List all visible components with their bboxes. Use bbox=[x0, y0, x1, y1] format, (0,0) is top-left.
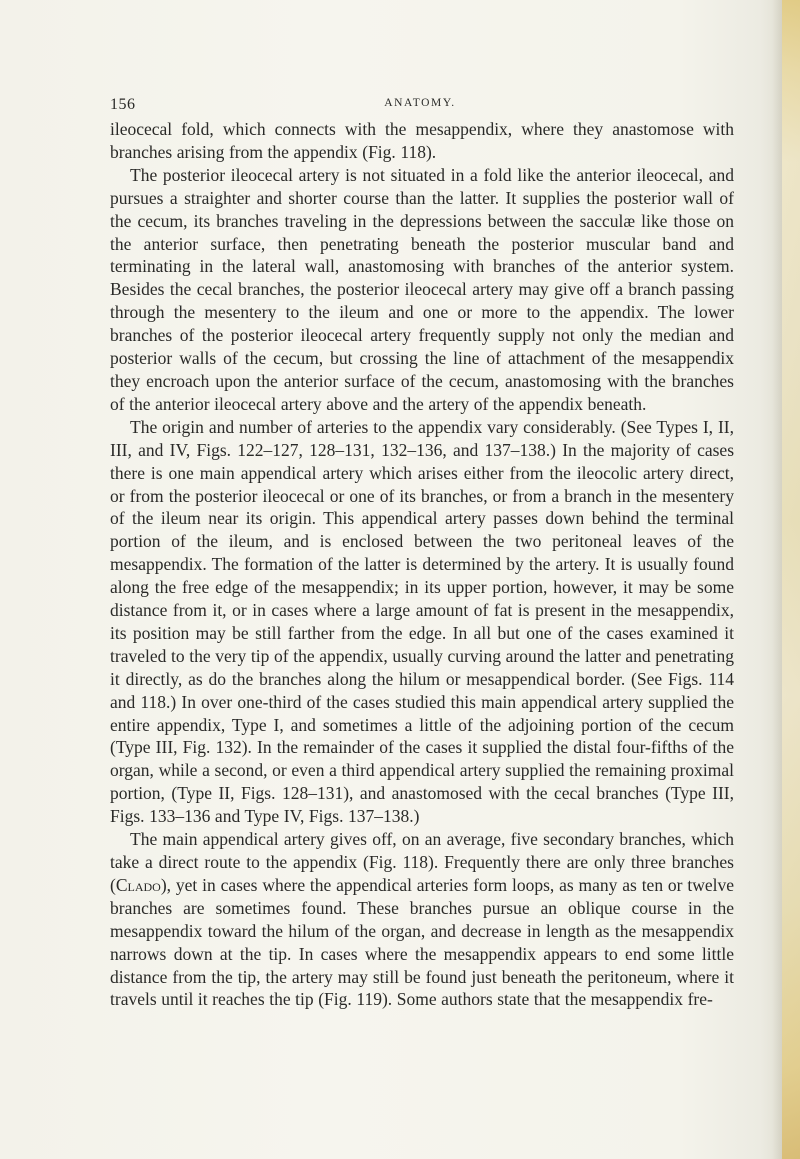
page-edge-stain bbox=[782, 0, 800, 1159]
paragraph-3: The origin and number of arteries to the appendix vary considerably. (See Types I, II, III, and IV, Figs. 122–127, 128–131, 132–136, and 137–138.) In the majority of cases there is one main appendical artery which arises either from the ileocolic artery direct, or from the posterior ileocecal or one of its branches, or from a branch in the mesentery of the ileum near its origin. This appendical artery passes down behind the terminal portion of the ileum, and is enclosed between the two peritoneal leaves of the mesappendix. The formation of the latter is determined by the artery. It is usually found along the free edge of the mesappendix; in its upper portion, however, it may be some distance from it, or in cases where a large amount of fat is present in the mesappendix, its position may be still farther from the edge. In all but one of the cases examined it traveled to the very tip of the appendix, usually curving around the latter and penetrating it directly, as do the branches along the hilum or mesappendical border. (See Figs. 114 and 118.) In over one-third of the cases studied this main appendical artery supplied the entire appendix, Type I, and sometimes a little of the adjoining portion of the cecum (Type III, Fig. 132). In the remainder of the cases it supplied the distal four-fifths of the organ, while a second, or even a third appendical artery supplied the remaining proximal portion, (Type II, Figs. 128–131), and anastomosed with the cecal branches (Type III, Figs. 133–136 and Type IV, Figs. 137–138.) bbox=[110, 416, 734, 827]
paragraph-4-text-after: ), yet in cases where the appendical arteries form loops, as many as ten or twelve branches are sometimes found. These branches pursue an oblique course in the mesappendix toward the hilum of the organ, and decrease in length as the mesappendix narrows down at the tip. In cases where the mesappendix appears to end some little distance from the tip, the artery may still be found just beneath the peritoneum, where it travels until it reaches the tip (Fig. 119). Some authors state that the mesappendix fre- bbox=[110, 874, 734, 1010]
page-edge-shadow bbox=[772, 0, 782, 1159]
page-number: 156 bbox=[110, 96, 136, 113]
body-text bbox=[110, 118, 734, 1011]
paragraph-2: The posterior ileocecal artery is not situated in a fold like the anterior ileocecal, and pursues a straighter and shorter course than the latter. It supplies the posterior wall of the cecum, its branches traveling in the depressions between the sacculæ like those on the anterior surface, then penetrating beneath the posterior muscular band and terminating in the lateral wall, anastomosing with branches of the anterior system. Besides the cecal branches, the posterior ileocecal artery may give off a branch passing through the mesentery to the ileum and one or more to the appendix. The lower branches of the posterior ileocecal artery frequently supply not only the median and posterior walls of the cecum, but crossing the line of attachment of the mesappendix they encroach upon the anterior surface of the cecum, anastomosing with the branches of the anterior ileocecal artery above and the artery of the appendix beneath. bbox=[110, 164, 734, 414]
paragraph-1: ileocecal fold, which connects with the mesappendix, where they anastomose with branches arising from the appendix (Fig. 118). bbox=[110, 119, 734, 162]
paragraph-4 bbox=[110, 828, 734, 1011]
author-name-clado: Clado bbox=[115, 874, 161, 895]
paragraph-4-text-before: The main appendical artery gives off, on an average, five secondary branches, which take a direct route to the appendix (Fig. 118). Frequently there are only three branches ( bbox=[110, 829, 734, 895]
running-head: ANATOMY. bbox=[384, 97, 456, 109]
page-header bbox=[110, 96, 730, 116]
